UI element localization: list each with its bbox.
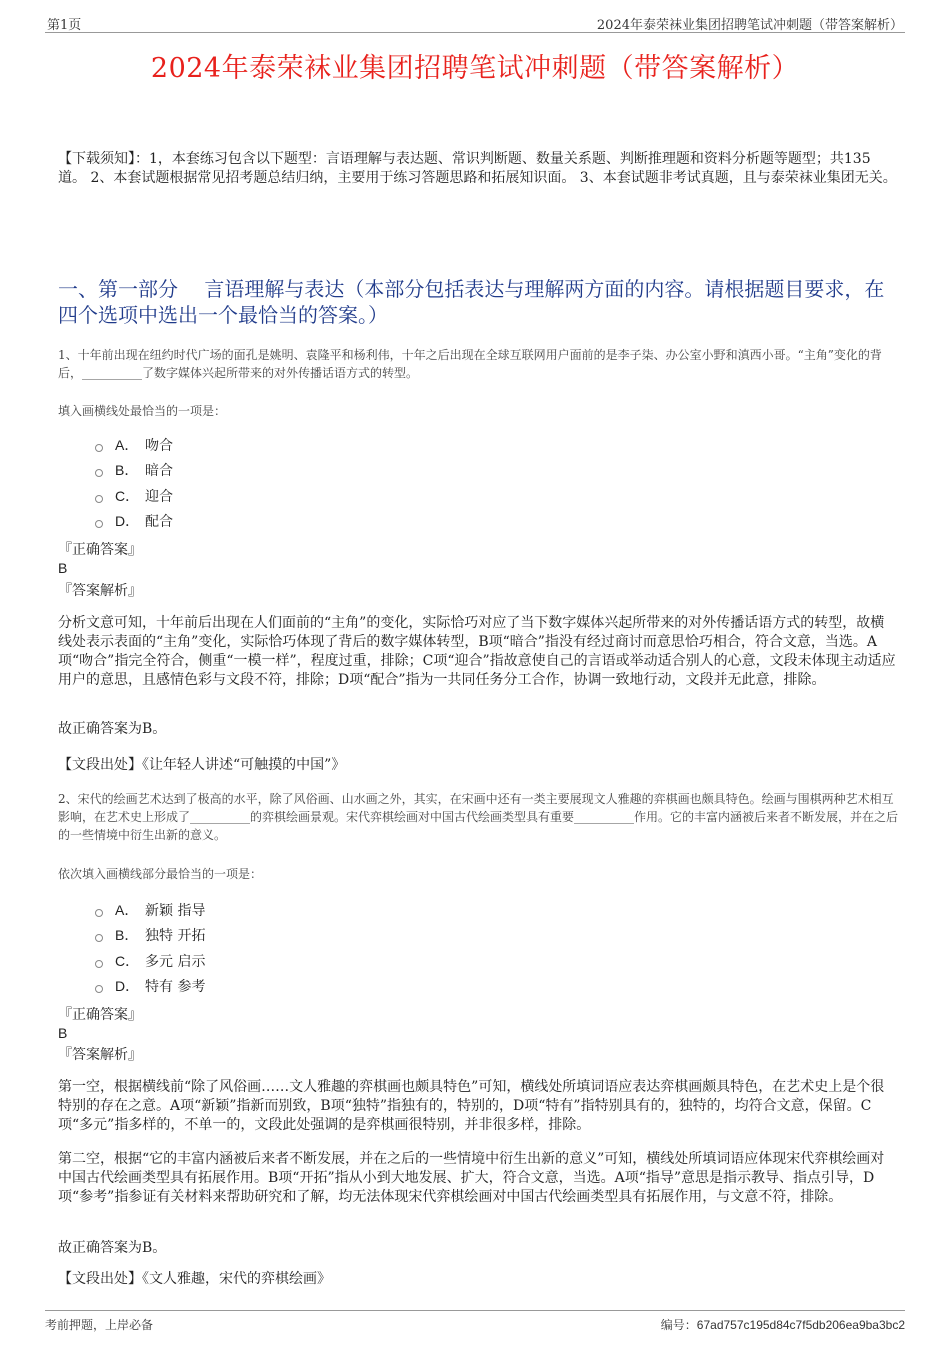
question-2-analysis-2: 第二空，根据“它的丰富内涵被后来者不断发展，并在之后的一些情境中衍生出新的意义”可知，横线处所填词语应体现宋代弈棋绘画对中国古代绘画类型具有拓展作用。B项“开拓”指从小到大地发展、扩大，符合文意，当选。A项“指导”意思是指示教导、指点引导，D项“参考”指参证有关材料来帮助研究和了解，均无法体现宋代弈棋绘画对中国古代绘画类型具有拓展作用，与文意不符，排除。 [58, 1151, 885, 1205]
radio-icon[interactable] [95, 520, 103, 528]
radio-icon[interactable] [95, 934, 103, 942]
question-1-text: 1、十年前出现在纽约时代广场的面孔是姚明、袁隆平和杨利伟，十年之后出现在全球互联网用户面前的是李子柒、办公室小野和滇西小哥。“主角”变化的背后，__________了数字媒体兴起所带来的对外传播话语方式的转型。 [58, 348, 882, 380]
radio-icon[interactable] [95, 985, 103, 993]
page-title: 2024年泰荣袜业集团招聘笔试冲刺题（带答案解析） [150, 53, 800, 84]
option-c[interactable]: C． 多元 启示 [95, 948, 205, 974]
radio-icon[interactable] [95, 444, 103, 452]
analysis-label: 『答案解析』 [58, 583, 142, 599]
page-footer [45, 1310, 905, 1335]
correct-answer-label: 『正确答案』 [58, 542, 142, 558]
option-b[interactable]: B． 独特 开拓 [95, 923, 205, 949]
question-2-prompt: 依次填入画横线部分最恰当的一项是： [58, 867, 263, 881]
page-header [45, 10, 905, 33]
option-d[interactable]: D． 配合 [95, 509, 173, 535]
document-code: 编号：67ad757c195d84c7f5db206ea9ba3bc2 [660, 1318, 905, 1332]
footer-slogan: 考前押题，上岸必备 [45, 1318, 154, 1332]
option-a[interactable]: A． 新颖 指导 [95, 897, 205, 923]
question-2-source: 【文段出处】《文人雅趣，宋代的弈棋绘画》 [58, 1271, 331, 1287]
question-1-analysis: 分析文意可知，十年前后出现在人们面前的“主角”的变化，实际恰巧对应了当下数字媒体兴起所带来的对外传播话语方式的转型，故横线处表示表面的“主角”变化，实际恰巧体现了背后的数字媒体转型，B项“暗合”指没有经过商讨而意思恰巧相合，符合文意，当选。A项“吻合”指完全符合，侧重“一模一样”，程度过重，排除；C项“迎合”指故意使自己的言语或举动适合别人的心意，文段未体现主动适应用户的意思，且感情色彩与文段不符，排除；D项“配合”指为一共同任务分工合作，协调一致地行动，文段并无此意，排除。 [58, 615, 896, 688]
correct-answer-value: B [58, 560, 68, 576]
question-1-options [95, 432, 173, 534]
question-1-source: 【文段出处】《让年轻人讲述“可触摸的中国”》 [58, 757, 346, 773]
section-title: 一、第一部分 言语理解与表达（本部分包括表达与理解两方面的内容。请根据题目要求，在四个选项中选出一个最恰当的答案。） [58, 277, 885, 327]
question-2-conclusion: 故正确答案为B。 [58, 1240, 167, 1256]
radio-icon[interactable] [95, 909, 103, 917]
question-1-conclusion: 故正确答案为B。 [58, 721, 167, 737]
option-a[interactable]: A． 吻合 [95, 432, 173, 458]
question-2-options [95, 897, 205, 999]
header-doc-title: 2024年泰荣袜业集团招聘笔试冲刺题（带答案解析） [596, 18, 903, 33]
radio-icon[interactable] [95, 469, 103, 477]
radio-icon[interactable] [95, 495, 103, 503]
question-2-analysis-1: 第一空，根据横线前“除了风俗画……文人雅趣的弈棋画也颇具特色”可知，横线处所填词语应表达弈棋画颇具特色，在艺术史上是个很特别的存在之意。A项“新颖”指新而别致，B项“独特”指独有的，特别的，D项“特有”指特别具有的，独特的，均符合文意，保留。C项“多元”指多样的，不单一的，文段此处强调的是弈棋画很特别，并非很多样，排除。 [58, 1079, 885, 1133]
analysis-label: 『答案解析』 [58, 1047, 142, 1063]
option-d[interactable]: D． 特有 参考 [95, 974, 205, 1000]
option-b[interactable]: B． 暗合 [95, 458, 173, 484]
question-2-text: 2、宋代的绘画艺术达到了极高的水平，除了风俗画、山水画之外，其实，在宋画中还有一类主要展现文人雅趣的弈棋画也颇具特色。绘画与围棋两种艺术相互影响，在艺术史上形成了__________的弈棋绘画景观。宋代弈棋绘画对中国古代绘画类型具有重要__________作用。它的丰富内涵被后来者不断发展，并在之后的一些情境中衍生出新的意义。 [58, 792, 899, 842]
correct-answer-label: 『正确答案』 [58, 1007, 142, 1023]
download-notice: 【下载须知】：1，本套练习包含以下题型：言语理解与表达题、常识判断题、数量关系题、判断推理题和资料分析题等题型；共135道。 2、本套试题根据常见招考题总结归纳，主要用于练习答题思路和拓展知识面。 3、本套试题非考试真题，且与泰荣袜业集团无关。 [58, 151, 897, 186]
radio-icon[interactable] [95, 960, 103, 968]
page-number: 第1页 [47, 18, 82, 33]
question-1-prompt: 填入画横线处最恰当的一项是： [58, 404, 227, 418]
option-c[interactable]: C． 迎合 [95, 483, 173, 509]
correct-answer-value: B [58, 1025, 68, 1041]
